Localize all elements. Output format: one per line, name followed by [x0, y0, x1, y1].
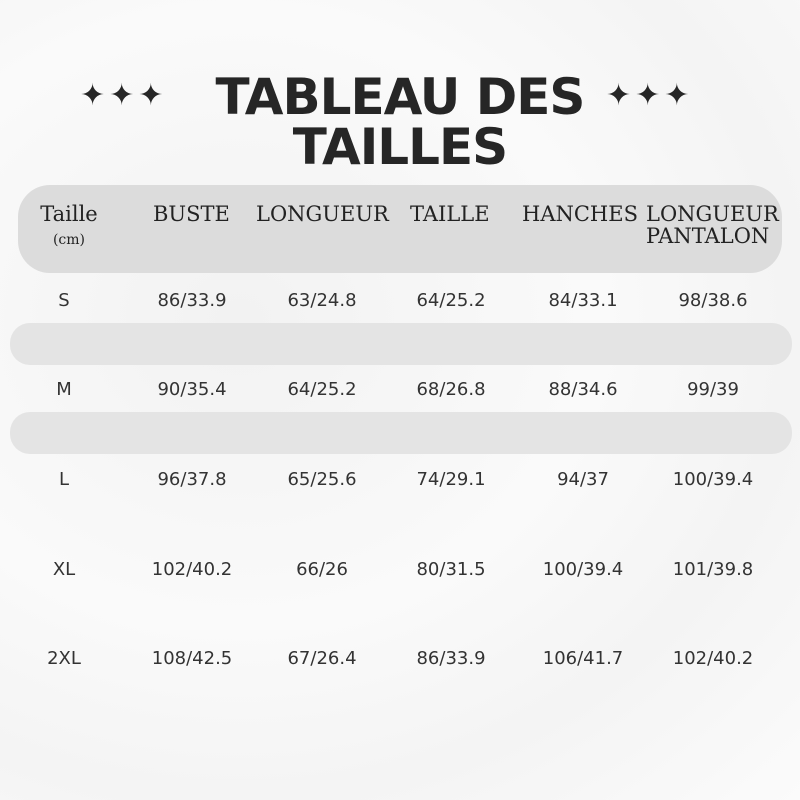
header-column-buste: BUSTE — [153, 202, 230, 226]
header-column-longueur-pantalon-line-1: LONGUEUR — [646, 202, 779, 226]
decorative-stars-left: ✦✦✦ — [80, 78, 168, 113]
cell-hanches: 88/34.6 — [548, 379, 618, 400]
header-column-longueur-pantalon-line-2: PANTALON — [646, 224, 770, 248]
row-size: S — [58, 290, 70, 311]
cell-taille: 64/25.2 — [416, 290, 486, 311]
title-line-1: TABLEAU DES — [215, 68, 585, 126]
header-size-text: Taille — [40, 202, 98, 226]
cell-taille: 68/26.8 — [416, 379, 486, 400]
cell-longueur-pantalon: 99/39 — [687, 379, 739, 400]
table-row — [0, 559, 800, 589]
cell-hanches: 94/37 — [557, 469, 609, 490]
cell-longueur: 65/25.6 — [287, 469, 357, 490]
cell-longueur-pantalon: 101/39.8 — [672, 559, 754, 580]
cell-hanches: 106/41.7 — [542, 648, 624, 669]
cell-longueur: 67/26.4 — [287, 648, 357, 669]
table-row — [0, 648, 800, 678]
header-size-unit: (cm) — [52, 232, 86, 248]
title-line-2: TAILLES — [292, 118, 508, 176]
row-separator-band — [10, 323, 792, 365]
cell-longueur-pantalon: 100/39.4 — [672, 469, 754, 490]
cell-longueur-pantalon: 102/40.2 — [672, 648, 754, 669]
table-row — [0, 379, 800, 409]
row-size: L — [58, 469, 70, 490]
cell-taille: 80/31.5 — [416, 559, 486, 580]
cell-buste: 86/33.9 — [157, 290, 227, 311]
header-column-longueur: LONGUEUR — [256, 202, 389, 226]
cell-taille: 86/33.9 — [416, 648, 486, 669]
row-size: XL — [52, 559, 76, 580]
cell-longueur: 64/25.2 — [287, 379, 357, 400]
table-row — [0, 469, 800, 499]
cell-buste: 96/37.8 — [157, 469, 227, 490]
cell-hanches: 100/39.4 — [542, 559, 624, 580]
header-size-label — [36, 203, 102, 249]
cell-longueur: 63/24.8 — [287, 290, 357, 311]
row-separator-band — [10, 412, 792, 454]
cell-taille: 74/29.1 — [416, 469, 486, 490]
decorative-stars-right: ✦✦✦ — [606, 78, 694, 113]
cell-longueur-pantalon: 98/38.6 — [678, 290, 748, 311]
page-title — [0, 68, 800, 176]
row-size: M — [56, 379, 72, 400]
table-row — [0, 290, 800, 320]
header-column-longueur-pantalon — [646, 203, 779, 247]
cell-buste: 102/40.2 — [151, 559, 233, 580]
cell-longueur: 66/26 — [296, 559, 348, 580]
cell-buste: 90/35.4 — [157, 379, 227, 400]
cell-buste: 108/42.5 — [151, 648, 233, 669]
header-column-taille: TAILLE — [410, 202, 490, 226]
header-column-hanches: HANCHES — [522, 202, 638, 226]
cell-hanches: 84/33.1 — [548, 290, 618, 311]
row-size: 2XL — [47, 648, 81, 669]
